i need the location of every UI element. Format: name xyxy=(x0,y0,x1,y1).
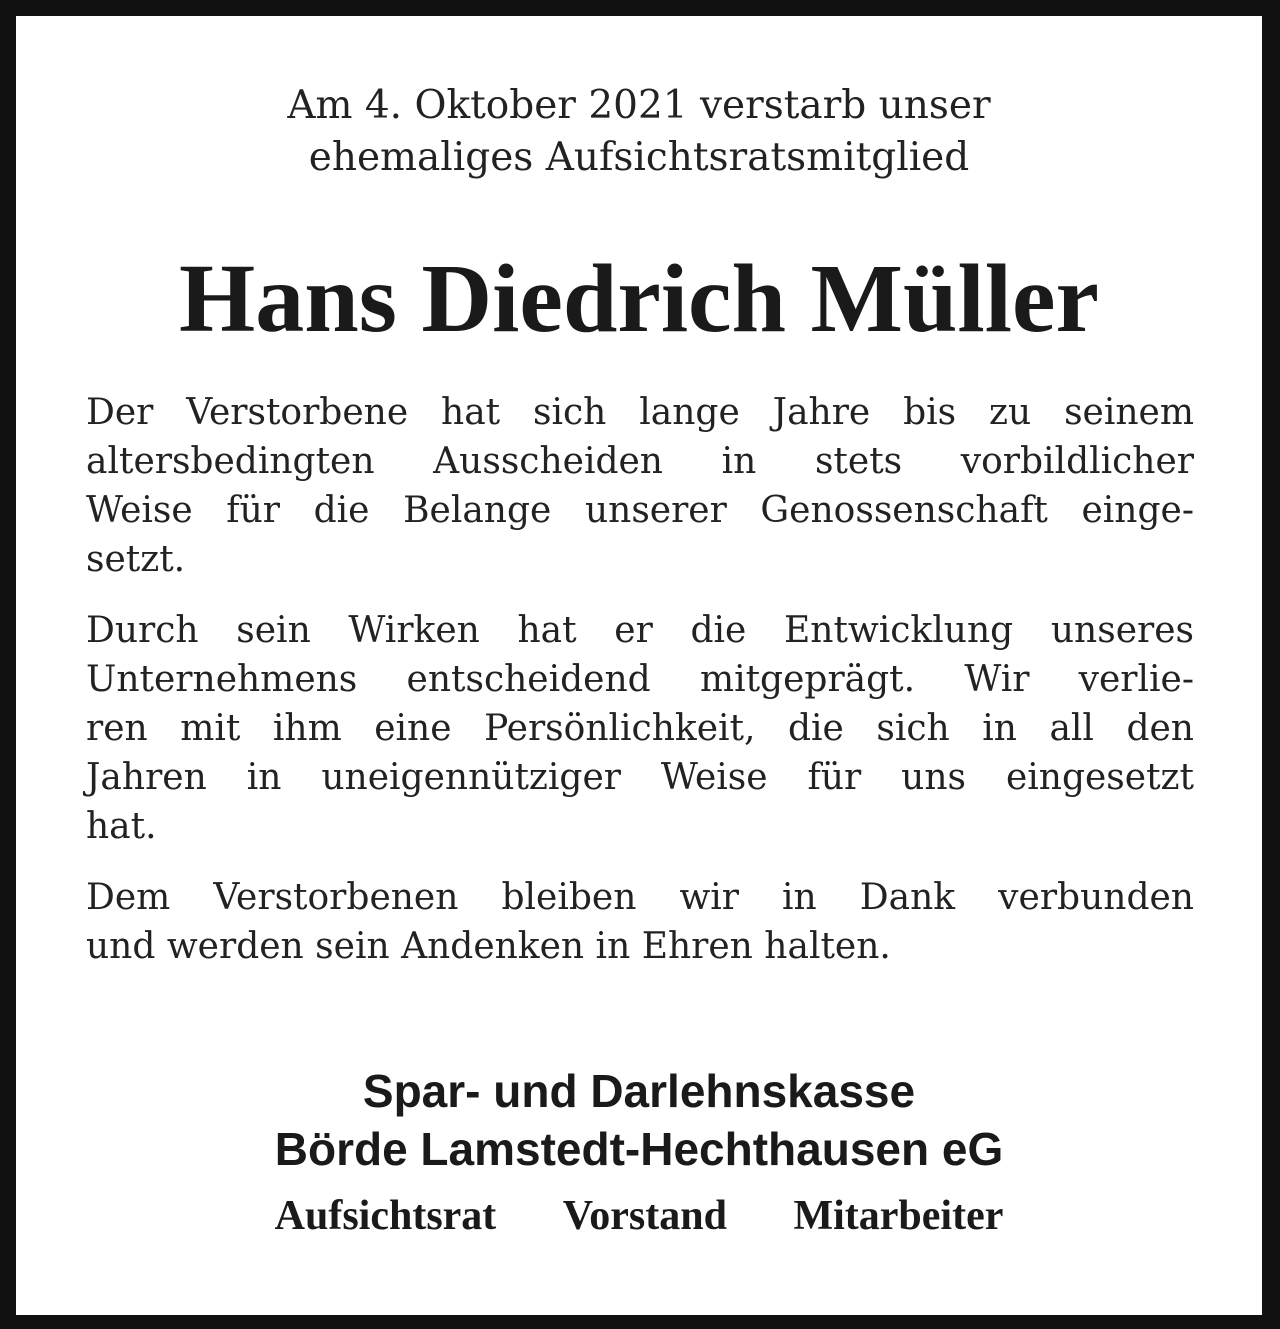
organization-name xyxy=(16,1062,1262,1178)
signers xyxy=(16,1190,1262,1242)
organization-line: Spar- und Darlehnskasse xyxy=(362,1065,916,1117)
organization-line: Börde Lamstedt-Hechthausen eG xyxy=(274,1123,1004,1175)
text-line: setzt. xyxy=(86,539,186,580)
paragraph-1 xyxy=(86,388,1194,584)
text-line: hat. xyxy=(86,806,157,847)
text-line: Dem Verstorbenen bleiben wir in Dank verbunden xyxy=(86,877,1194,918)
text-line: und werden sein Andenken in Ehren halten. xyxy=(86,926,891,967)
paragraph-3 xyxy=(86,873,1194,971)
deceased-name: Hans Diedrich Müller xyxy=(178,245,1100,353)
text-line: ren mit ihm eine Persönlichkeit, die sich in all den xyxy=(86,708,1194,749)
notice-body xyxy=(86,388,1194,993)
signer-mitarbeiter: Mitarbeiter xyxy=(793,1193,1004,1239)
text-line: Weise für die Belange unserer Genossenschaft einge- xyxy=(86,490,1194,531)
text-line: Der Verstorbene hat sich lange Jahre bis zu seinem xyxy=(86,392,1194,433)
intro-text xyxy=(16,80,1262,184)
intro-line: Am 4. Oktober 2021 verstarb unser xyxy=(287,83,991,128)
signer-aufsichtsrat: Aufsichtsrat xyxy=(274,1193,497,1239)
text-line: altersbedingten Ausscheiden in stets vorbildlicher xyxy=(86,441,1194,482)
text-line: Unternehmens entscheidend mitgeprägt. Wir verlie- xyxy=(86,659,1194,700)
text-line: Durch sein Wirken hat er die Entwicklung unseres xyxy=(86,610,1194,651)
signer-vorstand: Vorstand xyxy=(562,1193,727,1239)
paragraph-2 xyxy=(86,606,1194,851)
text-line: Jahren in uneigennütziger Weise für uns eingesetzt xyxy=(86,757,1194,798)
intro-line: ehemaliges Aufsichtsratsmitglied xyxy=(308,135,970,180)
